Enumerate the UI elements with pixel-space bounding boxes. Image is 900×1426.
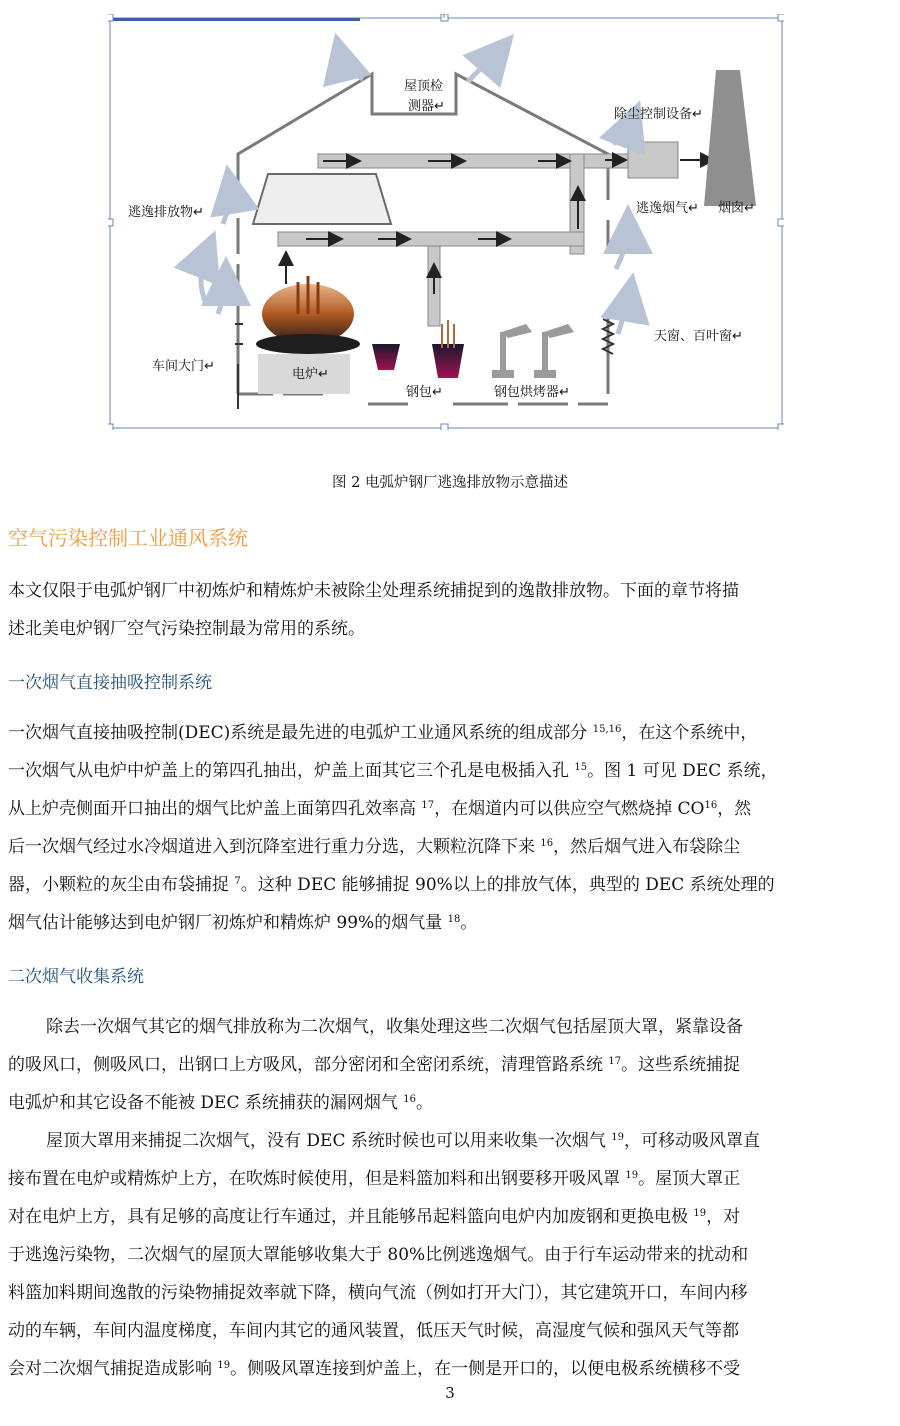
text-line: 的吸风口，侧吸风口，出钢口上方吸风，部分密闭和全密闭系统，清理管路系统 $^{17}$。这些系统捕捉: [8, 1055, 741, 1075]
citation: 7: [234, 876, 241, 887]
label-ladle-dryer: 钢包烘烤器↵: [494, 385, 570, 400]
dec-heading: 一次烟气直接抽吸控制系统: [8, 673, 212, 693]
secondary-paragraph-1: [8, 1008, 892, 1122]
label-fugitive-gas: 逃逸烟气↵: [636, 201, 699, 216]
citation: 18: [447, 914, 461, 925]
text-line: 从上炉壳侧面开口抽出的烟气比炉盖上面第四孔效率高 $^{17}$，在烟道内可以供应空气燃烧掉 CO$^{16}$，然: [8, 799, 752, 819]
text-line: 一次烟气直接抽吸控制(DEC)系统是最先进的电弧炉工业通风系统的组成部分 $^{15,16}$，在这个系统中，: [8, 723, 758, 743]
citation: 16: [540, 838, 554, 849]
citation: 17: [608, 1056, 622, 1067]
text-line: 动的车辆，车间内温度梯度，车间内其它的通风装置，低压天气时候，高湿度气候和强风天气等都: [8, 1321, 739, 1341]
text-line: 料篮加料期间逸散的污染物捕捉效率就下降，横向气流（例如打开大门），其它建筑开口，车间内移: [8, 1283, 748, 1303]
text-line: 一次烟气从电炉中炉盖上的第四孔抽出，炉盖上面其它三个孔是电极插入孔 $^{15}$。图 1 可见 DEC 系统，: [8, 761, 778, 781]
label-chimney: 烟囱↵: [718, 201, 755, 216]
secondary-paragraph-2: [8, 1122, 892, 1388]
page-number: 3: [445, 1384, 455, 1402]
citation: 15: [574, 762, 588, 773]
emission-diagram: [108, 14, 784, 430]
text-line: 对在电炉上方，具有足够的高度让行车通过，并且能够吊起料篮向电炉内加废钢和更换电极 $^{19}$，对: [8, 1207, 741, 1227]
citation: 17: [421, 800, 435, 811]
label-workshop-door: 车间大门↵: [152, 359, 215, 374]
text-line: 烟气估计能够达到电炉钢厂初炼炉和精炼炉 99%的烟气量 $^{18}$。: [8, 913, 478, 933]
label-roof-detector-2: 测器↵: [408, 99, 445, 114]
text-line: 器，小颗粒的灰尘由布袋捕捉 $^7$。这种 DEC 能够捕捉 90%以上的排放气体，典型的 DEC 系统处理的: [8, 875, 775, 895]
citation: 16: [403, 1094, 416, 1105]
text-line: 于逃逸污染物，二次烟气的屋顶大罩能够收集大于 80%比例逃逸烟气。由于行车运动带来的扰动和: [8, 1245, 749, 1265]
citation: 16: [704, 800, 718, 811]
citation: 19: [693, 1208, 707, 1219]
label-eaf: 电炉↵: [292, 367, 329, 382]
text-line: 电弧炉和其它设备不能被 DEC 系统捕获的漏网烟气 $^{16}$。: [8, 1093, 433, 1113]
citation: 15,16: [592, 724, 622, 735]
text-line: 后一次烟气经过水冷烟道进入到沉降室进行重力分选，大颗粒沉降下来 $^{16}$，然后烟气进入布袋除尘: [8, 837, 741, 857]
citation: 19: [625, 1170, 639, 1181]
text-line: 除去一次烟气其它的烟气排放称为二次烟气，收集处理这些二次烟气包括屋顶大罩，紧靠设备: [46, 1017, 743, 1037]
text-line: 屋顶大罩用来捕捉二次烟气，没有 DEC 系统时候也可以用来收集一次烟气 $^{19}$，可移动吸风罩直: [46, 1131, 760, 1151]
citation: 19: [611, 1132, 624, 1143]
secondary-heading: 二次烟气收集系统: [8, 967, 144, 987]
figure-caption: 图 2 电弧炉钢厂逃逸排放物示意描述: [332, 475, 568, 491]
intro-paragraph: [8, 572, 892, 648]
text-line: 接布置在电炉或精炼炉上方，在吹炼时候使用，但是料篮加料和出钢要移开吸风罩 $^{19}$。屋顶大罩正: [8, 1169, 741, 1189]
text-line: 述北美电炉钢厂空气污染控制最为常用的系统。: [8, 619, 365, 639]
label-skylight: 天窗、百叶窗↵: [654, 329, 743, 344]
text-line: 会对二次烟气捕捉造成影响 $^{19}$。侧吸风罩连接到炉盖上，在一侧是开口的，以便电极系统横移不受: [8, 1359, 741, 1379]
text-line: 本文仅限于电弧炉钢厂中初炼炉和精炼炉未被除尘处理系统捕捉到的逸散排放物。下面的章节将描: [8, 581, 739, 601]
label-fugitive-emissions: 逃逸排放物↵: [128, 205, 204, 220]
label-dust-control: 除尘控制设备↵: [614, 107, 703, 122]
label-ladle: 钢包↵: [406, 385, 443, 400]
label-roof-detector-1: 屋顶检: [404, 79, 444, 94]
dec-paragraph: [8, 714, 892, 942]
section-title: 空气污染控制工业通风系统: [8, 526, 248, 550]
citation: 19: [217, 1360, 231, 1371]
